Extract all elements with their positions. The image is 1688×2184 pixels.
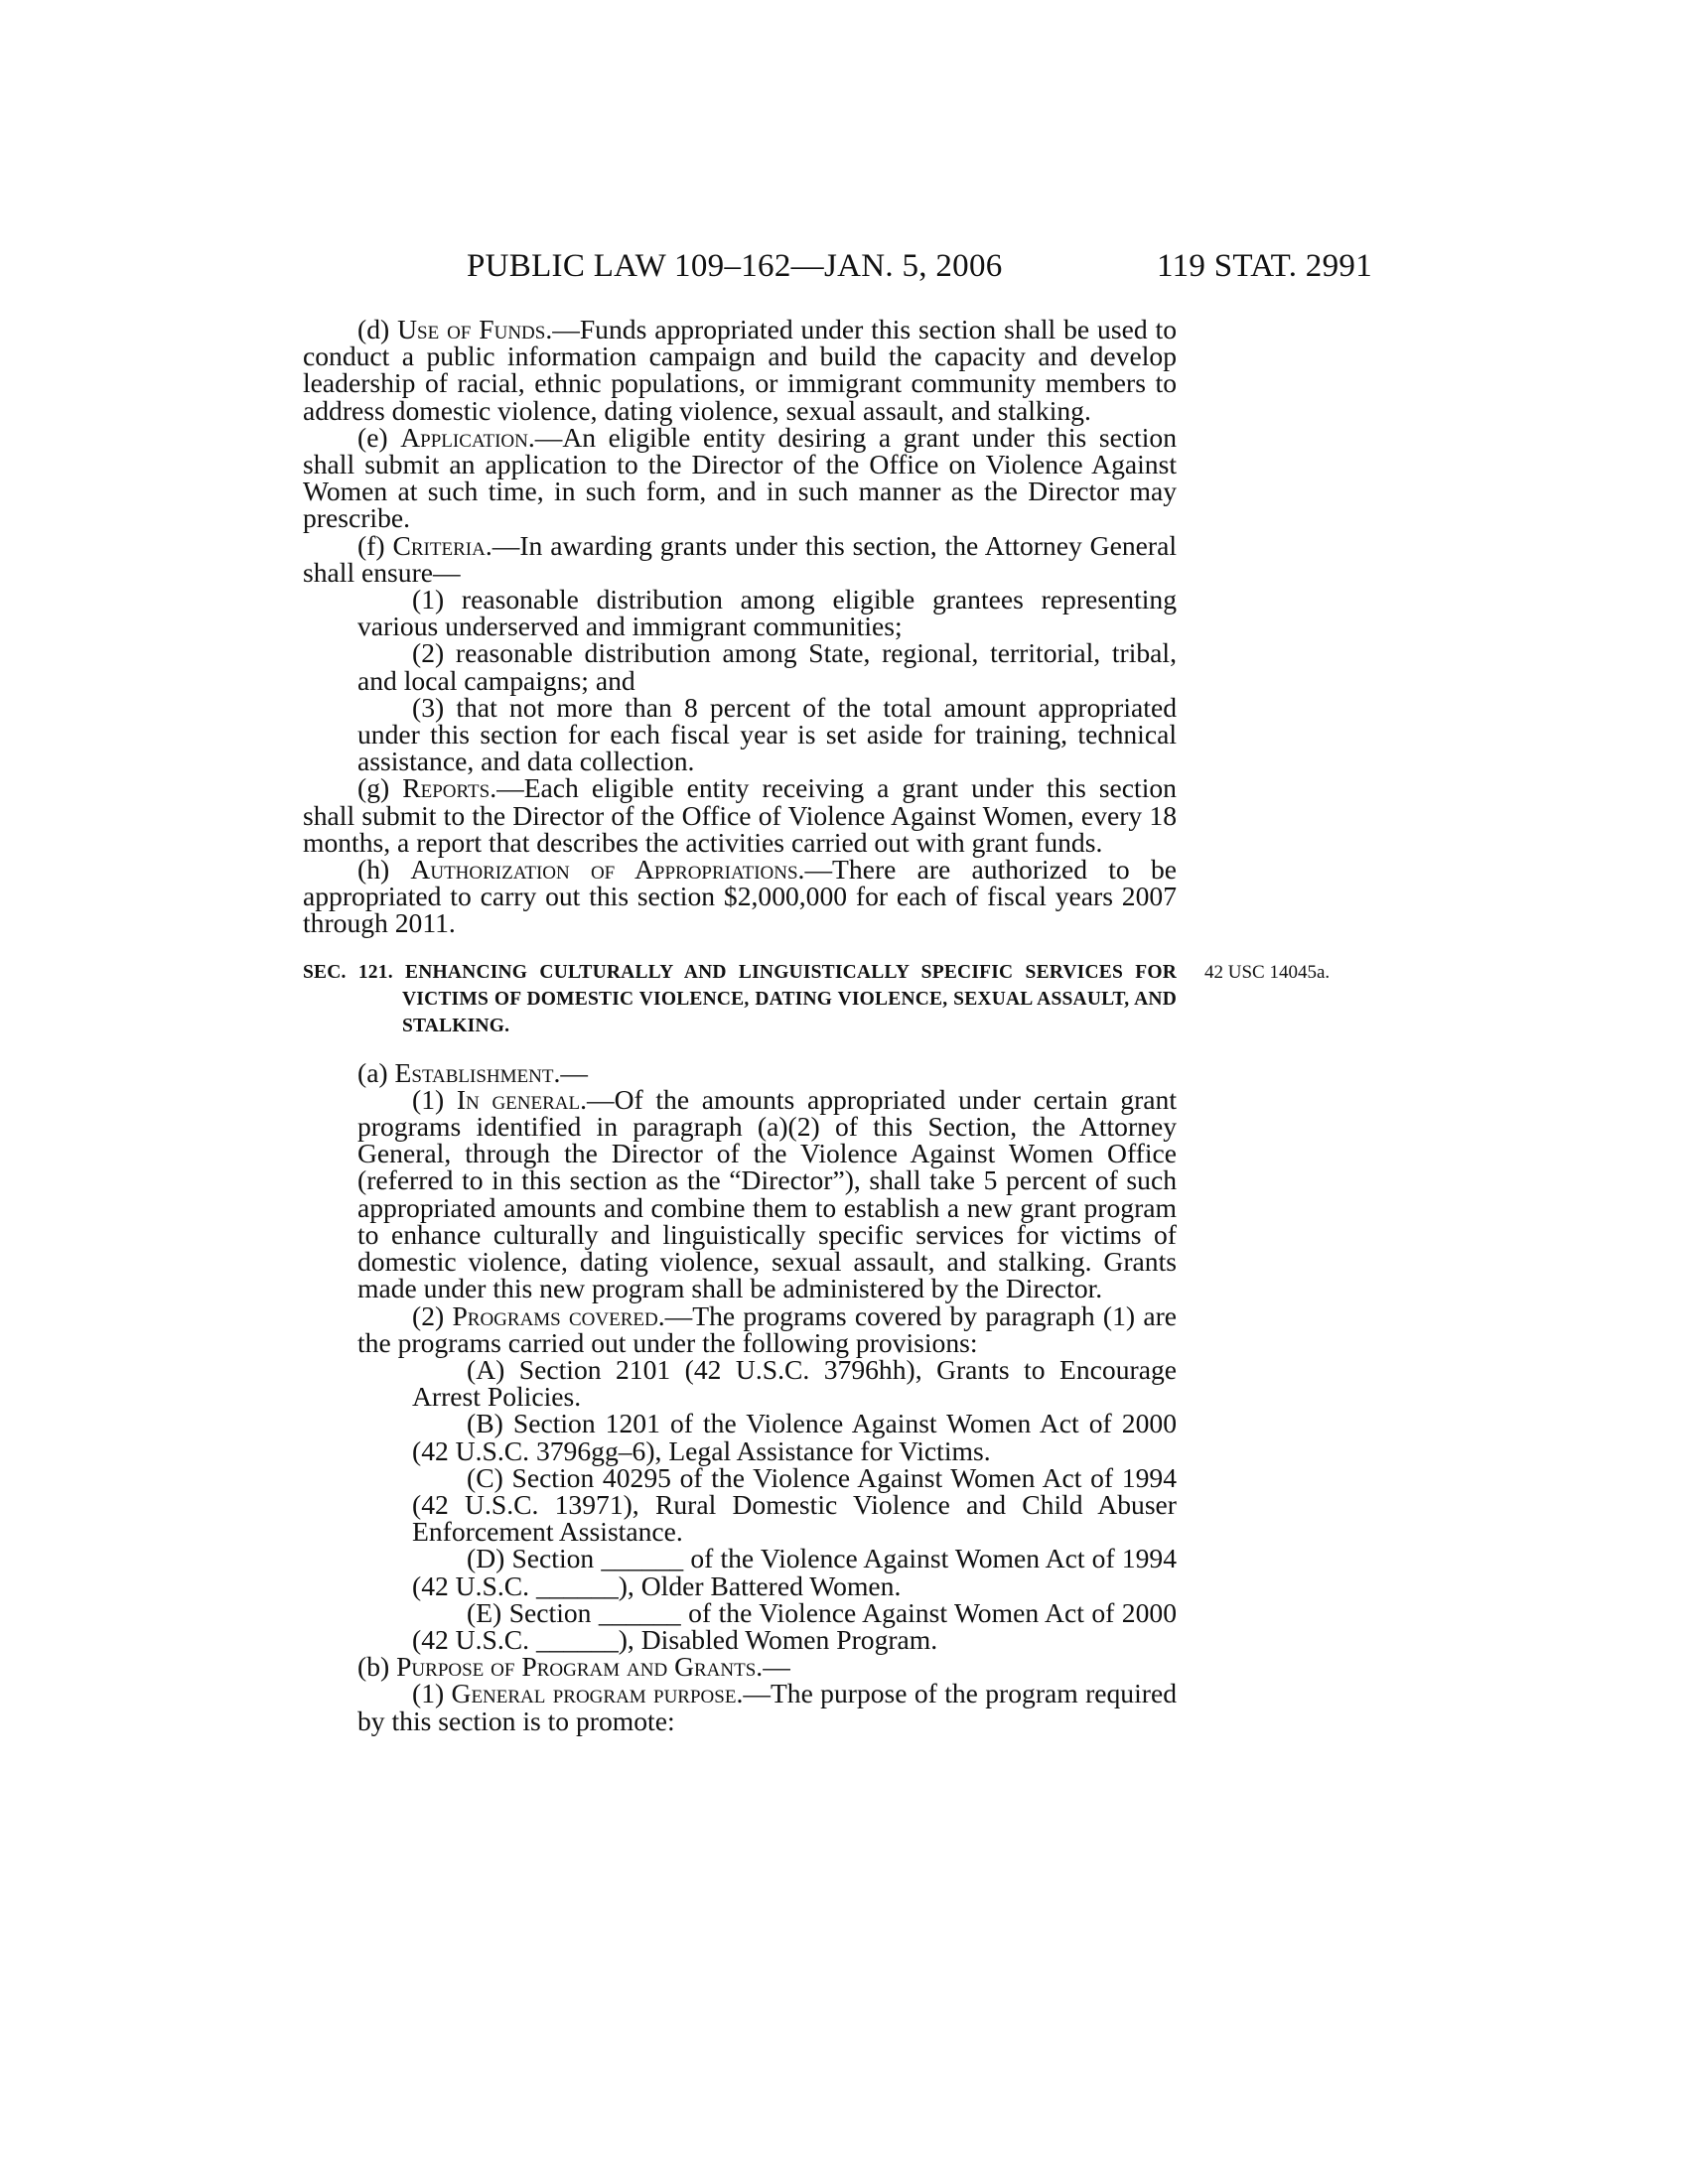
paragraph-f2: (2) reasonable distribution among State, regional, territorial, tribal, and local campaigns; and [357, 637, 1177, 696]
stat-citation: 119 STAT. 2991 [1157, 248, 1372, 284]
subsection-a: (a) Establishment.— [357, 1056, 588, 1088]
margin-citation: 42 USC 14045a. [1204, 961, 1331, 983]
paragraph-caption: Programs covered [452, 1299, 658, 1331]
section-heading: SEC. 121. ENHANCING CULTURALLY AND LINGUISTICALLY SPECIFIC SERVICES FOR VICTIMS OF DOMESTIC VIOLENCE, DATING VIOLENCE, SEXUAL ASSAULT, AND STALKING. [303, 961, 1177, 1036]
page-title: PUBLIC LAW 109–162—JAN. 5, 2006 [467, 248, 1003, 284]
subsection-b: (b) Purpose of Program and Grants.— [357, 1651, 790, 1683]
paragraph-a2: (2) Programs covered.—The programs covered by paragraph (1) are the programs carried out under the following provisions: [357, 1299, 1177, 1358]
subsection-f: (f) Criteria.—In awarding grants under this section, the Attorney General shall ensure— [303, 529, 1178, 588]
paragraph-a1: (1) In general.—Of the amounts appropriated under certain grant programs identified in paragraph (a)(2) of this Section, the Attorney General, through the Director of the Violence Against Women Office (referred to in this section as the “Director”), shall take 5 percent of such appropriated amounts and combine them to establish a new grant program to enhance culturally and linguistically specific services for victims of domestic violence, dating violence, sexual assault, and stalking. Grants made under this new program shall be administered by the Director. [357, 1083, 1177, 1304]
subsection-e: (e) Application.—An eligible entity desiring a grant under this section shall submit an application to the Director of the Office on Violence Against Women at such time, in such form, and in such manner as the Director may prescribe. [303, 421, 1177, 534]
subsection-caption: Purpose of Program and Grants [396, 1651, 757, 1683]
paragraph-caption: General program purpose [451, 1678, 737, 1709]
paragraph-f3: (3) that not more than 8 percent of the total amount appropriated under this section for each fiscal year is set aside for training, technical assistance, and data collection. [357, 691, 1177, 777]
subsection-caption: Establishment [394, 1056, 554, 1088]
subsection-g: (g) Reports.—Each eligible entity receiving a grant under this section shall submit to the Director of the Office of Violence Against Women, every 18 months, a report that describes the activities carried out with grant funds. [303, 772, 1177, 858]
running-head [467, 248, 1372, 288]
subsection-d: (d) Use of Funds.—Funds appropriated under this section shall be used to conduct a public information campaign and build the capacity and develop leadership of racial, ethnic populations, or immigrant community members to address domestic violence, dating violence, sexual assault, and stalking. [303, 314, 1177, 426]
subsection-caption: Use of Funds [397, 314, 546, 344]
subsection-caption: Application [400, 421, 528, 453]
section-121-heading-block [303, 959, 1331, 1039]
subsection-caption: Authorization of Appropriations [410, 854, 798, 886]
subsection-caption: Reports [402, 772, 491, 804]
clause-a2E: (E) Section ______ of the Violence Against Women Act of 2000 (42 U.S.C. ______), Disabled Women Program. [412, 1596, 1177, 1655]
clause-a2D: (D) Section ______ of the Violence Against Women Act of 1994 (42 U.S.C. ______), Older Battered Women. [412, 1543, 1177, 1601]
paragraph-f1: (1) reasonable distribution among eligible grantees representing various underserved and immigrant communities; [357, 584, 1177, 642]
paragraph-caption: In general [456, 1083, 581, 1115]
paragraph-b1: (1) General program purpose.—The purpose of the program required by this section is to promote: [357, 1678, 1177, 1736]
clause-a2B: (B) Section 1201 of the Violence Against Women Act of 2000 (42 U.S.C. 3796gg–6), Legal Assistance for Victims. [412, 1408, 1177, 1466]
clause-a2C: (C) Section 40295 of the Violence Against Women Act of 1994 (42 U.S.C. 13971), Rural Domestic Violence and Child Abuser Enforcement Assistance. [412, 1461, 1177, 1548]
document-body [303, 314, 1331, 1736]
clause-a2A: (A) Section 2101 (42 U.S.C. 3796hh), Grants to Encourage Arrest Policies. [412, 1353, 1177, 1413]
subsection-caption: Criteria [392, 529, 486, 561]
subsection-h: (h) Authorization of Appropriations.—There are authorized to be appropriated to carry out this section $2,000,000 for each of fiscal years 2007 through 2011. [303, 854, 1177, 939]
